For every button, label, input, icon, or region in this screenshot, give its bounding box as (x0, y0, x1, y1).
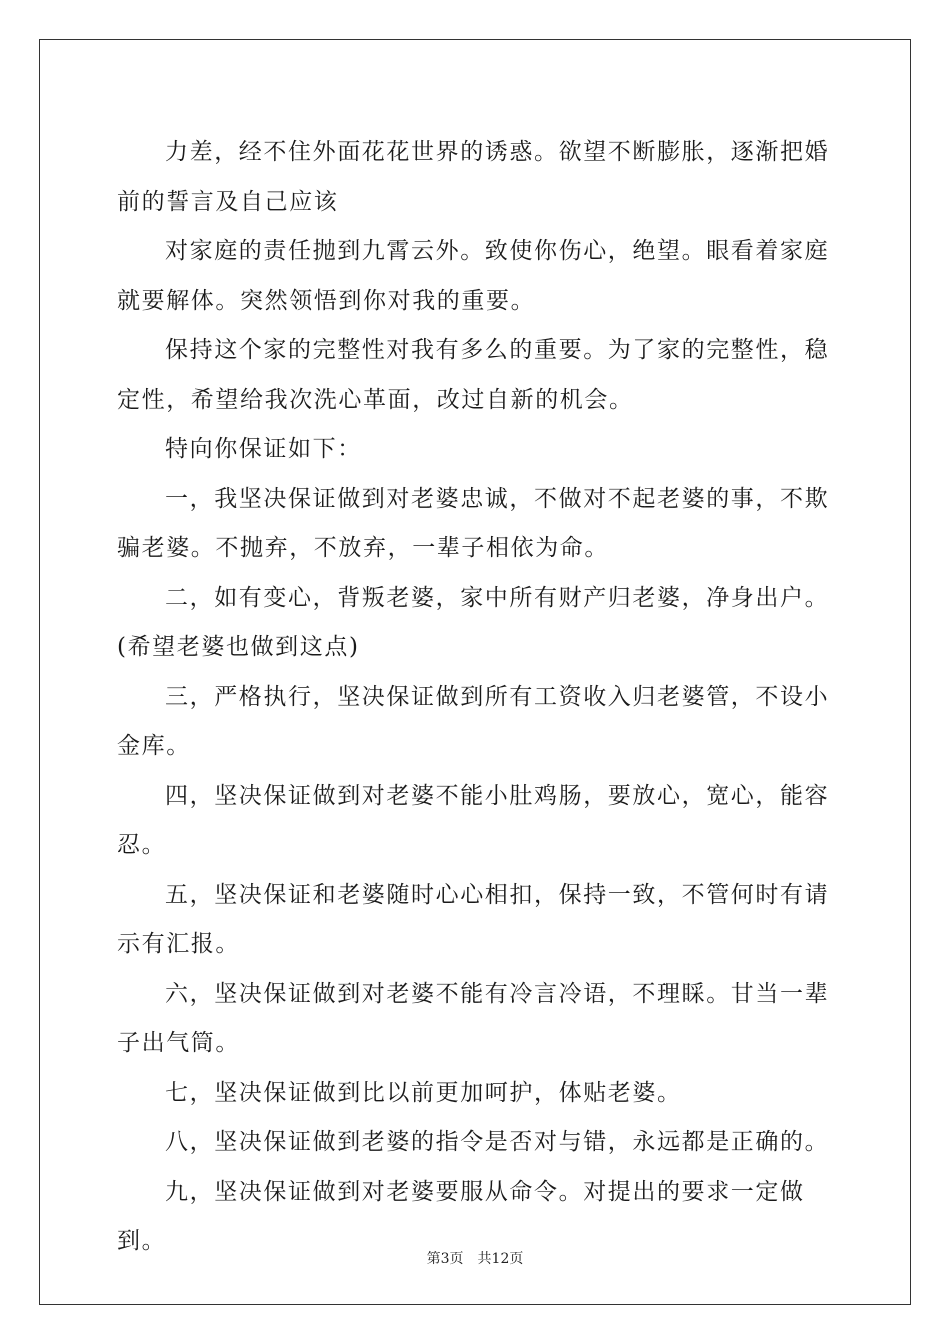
paragraph-8: 四，坚决保证做到对老婆不能小肚鸡肠，要放心，宽心，能容忍。 (117, 782, 830, 858)
page-footer (0, 1248, 950, 1268)
paragraph-6: 二，如有变心，背叛老婆，家中所有财产归老婆，净身出户。(希望老婆也做到这点) (117, 584, 830, 660)
document-body (117, 128, 837, 1267)
paragraph-11: 七，坚决保证做到比以前更加呵护，体贴老婆。 (165, 1079, 682, 1106)
paragraph-12: 八，坚决保证做到老婆的指令是否对与错，永远都是正确的。 (165, 1129, 830, 1155)
paragraph-2: 对家庭的责任抛到九霄云外。致使你伤心，绝望。眼看着家庭就要解体。突然领悟到你对我的重要。 (117, 238, 830, 314)
paragraph-10: 六，坚决保证做到对老婆不能有冷言冷语，不理睬。甘当一辈子出气筒。 (117, 980, 830, 1056)
paragraph-1: 力差，经不住外面花花世界的诱惑。欲望不断膨胀，逐渐把婚前的誓言及自己应该 (117, 139, 830, 215)
paragraph-5: 一，我坚决保证做到对老婆忠诚，不做对不起老婆的事，不欺骗老婆。不抛弃，不放弃，一辈子相依为命。 (117, 485, 830, 561)
paragraph-7: 三，严格执行，坚决保证做到所有工资收入归老婆管，不设小金库。 (117, 683, 830, 759)
page-total: 共12页 (477, 1251, 524, 1267)
paragraph-4: 特向你保证如下： (165, 436, 362, 462)
page-number: 第3页 (426, 1251, 464, 1267)
paragraph-9: 五，坚决保证和老婆随时心心相扣，保持一致，不管何时有请示有汇报。 (117, 881, 830, 957)
paragraph-3: 保持这个家的完整性对我有多么的重要。为了家的完整性，稳定性，希望给我次洗心革面，改过自新的机会。 (117, 337, 830, 413)
paragraph-13: 九，坚决保证做到对老婆要服从命令。对提出的要求一定做到。 (117, 1178, 805, 1254)
